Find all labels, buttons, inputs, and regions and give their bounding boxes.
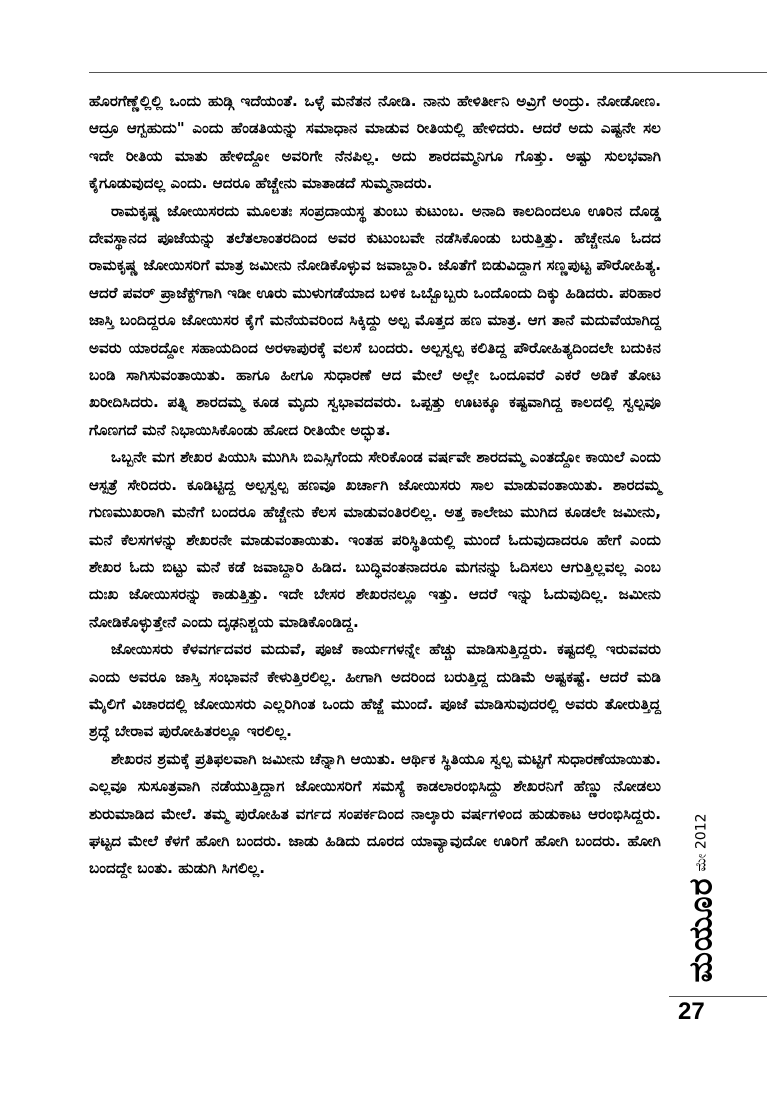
- paragraph: ಶೇಖರನ ಶ್ರಮಕ್ಕೆ ಪ್ರತಿಫಲವಾಗಿ ಜಮೀನು ಚೆನ್ನಾಗಿ ಆಯಿತು. ಆರ್ಥಿಕ ಸ್ಥಿತಿಯೂ ಸ್ವಲ್ಪ ಮಟ್ಟಿಗೆ ಸುಧಾರಣೆಯಾಯಿತು. ಎಲ್ಲವೂ ಸುಸೂತ್ರವಾಗಿ ನಡೆಯುತ್ತಿದ್ದಾಗ ಜೋಯಿಸರಿಗೆ ಸಮಸ್ಯೆ ಕಾಡಲಾರಂಭಿಸಿದ್ದು ಶೇಖರನಿಗೆ ಹೆಣ್ಣು ನೋಡಲು ಶುರುಮಾಡಿದ ಮೇಲೆ. ತಮ್ಮ ಪುರೋಹಿತ ವರ್ಗದ ಸಂಪರ್ಕದಿಂದ ನಾಲ್ಕಾರು ವರ್ಷಗಳಿಂದ ಹುಡುಕಾಟ ಆರಂಭಿಸಿದ್ದರು. ಘಟ್ಟದ ಮೇಲೆ ಕೆಳಗೆ ಹೋಗಿ ಬಂದರು. ಜಾಡು ಹಿಡಿದು ದೂರದ ಯಾವ್ಯಾವುದೋ ಊರಿಗೆ ಹೋಗಿ ಬಂದರು. ಹೋಗಿ ಬಂದದ್ದೇ ಬಂತು. ಹುಡುಗಿ ಸಿಗಲಿಲ್ಲ.: [89, 749, 661, 878]
- paragraph: ಒಬ್ಬನೇ ಮಗ ಶೇಖರ ಪಿಯುಸಿ ಮುಗಿಸಿ ಬಿಎಸ್ಸಿಗೆಂದು ಸೇರಿಕೊಂಡ ವರ್ಷವೇ ಶಾರದಮ್ಮ ಎಂತದ್ದೋ ಕಾಯಿಲೆ ಎಂದು ಆಸ್ಪತ್ರೆ ಸೇರಿದರು. ಕೂಡಿಟ್ಟಿದ್ದ ಅಲ್ಪಸ್ವಲ್ಪ ಹಣವೂ ಖರ್ಚಾಗಿ ಜೋಯಿಸರು ಸಾಲ ಮಾಡುವಂತಾಯಿತು. ಶಾರದಮ್ಮ ಗುಣಮುಖರಾಗಿ ಮನೆಗೆ ಬಂದರೂ ಹೆಚ್ಚೇನು ಕೆಲಸ ಮಾಡುವಂತಿರಲಿಲ್ಲ. ಅತ್ತ ಕಾಲೇಜು ಮುಗಿದ ಕೂಡಲೇ ಜಮೀನು, ಮನೆ ಕೆಲಸಗಳನ್ನು ಶೇಖರನೇ ಮಾಡುವಂತಾಯಿತು. ಇಂತಹ ಪರಿಸ್ಥಿತಿಯಲ್ಲಿ ಮುಂದೆ ಓದುವುದಾದರೂ ಹೇಗೆ ಎಂದು ಶೇಖರ ಓದು ಬಿಟ್ಟು ಮನೆ ಕಡೆ ಜವಾಬ್ದಾರಿ ಹಿಡಿದ. ಬುದ್ಧಿವಂತನಾದರೂ ಮಗನನ್ನು ಓದಿಸಲು ಆಗುತ್ತಿಲ್ಲವಲ್ಲ ಎಂಬ ದುಃಖ ಜೋಯಿಸರನ್ನು ಕಾಡುತ್ತಿತ್ತು. ಇದೇ ಬೇಸರ ಶೇಖರನಲ್ಲೂ ಇತ್ತು. ಆದರೆ ಇನ್ನು ಓದುವುದಿಲ್ಲ. ಜಮೀನು ನೋಡಿಕೊಳ್ಳುತ್ತೇನೆ ಎಂದು ದೃಢನಿಶ್ಚಯ ಮಾಡಿಕೊಂಡಿದ್ದ.: [89, 448, 661, 631]
- article-body: [89, 88, 661, 883]
- magazine-logo: ಮಯೂರ: [681, 877, 720, 983]
- paragraph: ರಾಮಕೃಷ್ಣ ಜೋಯಿಸರದು ಮೂಲತಃ ಸಂಪ್ರದಾಯಸ್ಥ ತುಂಬು ಕುಟುಂಬ. ಅನಾದಿ ಕಾಲದಿಂದಲೂ ಊರಿನ ದೊಡ್ಡ ದೇವಸ್ಥಾನದ ಪೂಜೆಯನ್ನು ತಲೆತಲಾಂತರದಿಂದ ಅವರ ಕುಟುಂಬವೇ ನಡೆಸಿಕೊಂಡು ಬರುತ್ತಿತ್ತು. ಹೆಚ್ಚೇನೂ ಓದದ ರಾಮಕೃಷ್ಣ ಜೋಯಿಸರಿಗೆ ಮಾತ್ರ ಜಮೀನು ನೋಡಿಕೊಳ್ಳುವ ಜವಾಬ್ದಾರಿ. ಜೊತೆಗೆ ಬಿಡುವಿದ್ದಾಗ ಸಣ್ಣಪುಟ್ಟ ಪೌರೋಹಿತ್ಯ. ಆದರೆ ಪವರ್ ಪ್ರಾಜೆಕ್ಟ್‌ಗಾಗಿ ಇಡೀ ಊರು ಮುಳುಗಡೆಯಾದ ಬಳಿಕ ಒಬ್ಬೊಬ್ಬರು ಒಂದೊಂದು ದಿಕ್ಕು ಹಿಡಿದರು. ಪರಿಹಾರ ಜಾಸ್ತಿ ಬಂದಿದ್ದರೂ ಜೋಯಿಸರ ಕೈಗೆ ಮನೆಯವರಿಂದ ಸಿಕ್ಕಿದ್ದು ಅಲ್ಪ ಮೊತ್ತದ ಹಣ ಮಾತ್ರ. ಆಗ ತಾನೆ ಮದುವೆಯಾಗಿದ್ದ ಅವರು ಯಾರದ್ದೋ ಸಹಾಯದಿಂದ ಅರಳಾಪುರಕ್ಕೆ ವಲಸೆ ಬಂದರು. ಅಲ್ಪಸ್ವಲ್ಪ ಕಲಿತಿದ್ದ ಪೌರೋಹಿತ್ಯದಿಂದಲೇ ಬದುಕಿನ ಬಂಡಿ ಸಾಗಿಸುವಂತಾಯಿತು. ಹಾಗೂ ಹೀಗೂ ಸುಧಾರಣೆ ಆದ ಮೇಲೆ ಅಲ್ಲೇ ಒಂದೂವರೆ ಎಕರೆ ಅಡಿಕೆ ತೋಟ ಖರೀದಿಸಿದರು. ಪತ್ನಿ ಶಾರದಮ್ಮ ಕೂಡ ಮೃದು ಸ್ವಭಾವದವರು. ಒಪ್ಪತ್ತು ಊಟಕ್ಕೂ ಕಷ್ಟವಾಗಿದ್ದ ಕಾಲದಲ್ಲಿ ಸ್ವಲ್ಪವೂ ಗೊಣಗದೆ ಮನೆ ನಿಭಾಯಿಸಿಕೊಂಡು ಹೋದ ರೀತಿಯೇ ಅದ್ಭುತ.: [89, 201, 661, 439]
- top-rule: [89, 72, 767, 73]
- page-number-rule: [669, 996, 767, 997]
- paragraph: ಜೋಯಿಸರು ಕೆಳವರ್ಗದವರ ಮದುವೆ, ಪೂಜೆ ಕಾರ್ಯಗಳನ್ನೇ ಹೆಚ್ಚು ಮಾಡಿಸುತ್ತಿದ್ದರು. ಕಷ್ಟದಲ್ಲಿ ಇರುವವರು ಎಂದು ಅವರೂ ಜಾಸ್ತಿ ಸಂಭಾವನೆ ಕೇಳುತ್ತಿರಲಿಲ್ಲ. ಹೀಗಾಗಿ ಅದರಿಂದ ಬರುತ್ತಿದ್ದ ದುಡಿಮೆ ಅಷ್ಟಕಷ್ಟೆ. ಆದರೆ ಮಡಿ ಮೈಲಿಗೆ ವಿಚಾರದಲ್ಲಿ ಜೋಯಿಸರು ಎಲ್ಲರಿಗಿಂತ ಒಂದು ಹೆಜ್ಜೆ ಮುಂದೆ. ಪೂಜೆ ಮಾಡಿಸುವುದರಲ್ಲಿ ಅವರು ತೋರುತ್ತಿದ್ದ ಶ್ರದ್ಧೆ ಬೇರಾವ ಪುರೋಹಿತರಲ್ಲೂ ಇರಲಿಲ್ಲ.: [89, 640, 661, 741]
- paragraph: ಹೊರಗೆಣ್ಣೆಲ್ಲಿಲ್ಲಿ ಒಂದು ಹುಡ್ಗಿ ಇದೆಯಂತೆ. ಒಳ್ಳೆ ಮನೆತನ ನೋಡಿ. ನಾನು ಹೇಳಿರ್ತೀನಿ ಅವ್ರಿಗೆ ಅಂದ್ರು. ನೋಡೋಣ. ಆದ್ರೂ ಆಗ್ಬಹುದು" ಎಂದು ಹೆಂಡತಿಯನ್ನು ಸಮಾಧಾನ ಮಾಡುವ ರೀತಿಯಲ್ಲಿ ಹೇಳಿದರು. ಆದರೆ ಅದು ಎಷ್ಟನೇ ಸಲ ಇದೇ ರೀತಿಯ ಮಾತು ಹೇಳಿದ್ದೋ ಅವರಿಗೇ ನೆನಪಿಲ್ಲ. ಅದು ಶಾರದಮ್ಮನಿಗೂ ಗೊತ್ತು. ಅಷ್ಟು ಸುಲಭವಾಗಿ ಕೈಗೂಡುವುದಲ್ಲ ಎಂದು. ಆದರೂ ಹೆಚ್ಚೇನು ಮಾತಾಡದೆ ಸುಮ್ಮನಾದರು.: [89, 92, 661, 193]
- issue-date: ಮೇ 2012: [693, 813, 709, 872]
- magazine-masthead: [681, 808, 720, 988]
- page-number: 27: [678, 998, 705, 1025]
